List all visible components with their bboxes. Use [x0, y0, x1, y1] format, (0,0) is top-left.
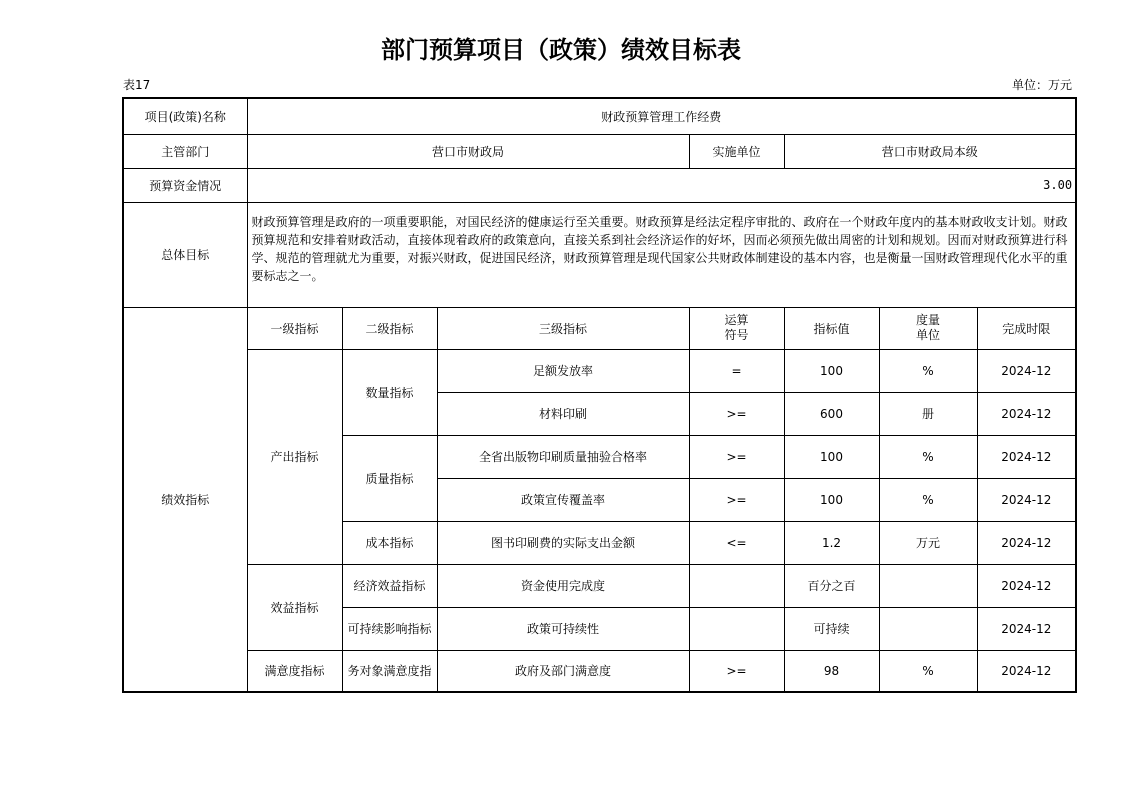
row-l3: 政策宣传覆盖率 — [437, 478, 689, 521]
sub-quality: 质量指标 — [342, 435, 437, 521]
row-op: >= — [689, 478, 784, 521]
row-deadline: 2024-12 — [977, 478, 1076, 521]
impl-unit-value: 营口市财政局本级 — [784, 134, 1076, 168]
row-op: >= — [689, 650, 784, 692]
sub-quantity: 数量指标 — [342, 349, 437, 435]
header-level3: 三级指标 — [437, 307, 689, 349]
header-level2: 二级指标 — [342, 307, 437, 349]
group-benefit: 效益指标 — [247, 564, 342, 650]
sub-sustain: 可持续影响指标 — [342, 607, 437, 650]
row-l3: 政策可持续性 — [437, 607, 689, 650]
performance-target-table — [122, 97, 1077, 693]
row-unit: % — [879, 435, 977, 478]
impl-unit-label: 实施单位 — [689, 134, 784, 168]
row-val: 100 — [784, 435, 879, 478]
row-unit: % — [879, 650, 977, 692]
group-output: 产出指标 — [247, 349, 342, 564]
row-unit — [879, 564, 977, 607]
row-l3: 全省出版物印刷质量抽验合格率 — [437, 435, 689, 478]
unit-label: 单位：万元 — [1011, 78, 1072, 92]
sub-service: 务对象满意度指 — [342, 650, 437, 692]
perf-label: 绩效指标 — [123, 307, 247, 692]
row-l3: 资金使用完成度 — [437, 564, 689, 607]
row-val: 可持续 — [784, 607, 879, 650]
header-unit: 度量 单位 — [879, 307, 977, 349]
row-deadline: 2024-12 — [977, 521, 1076, 564]
row-l3: 足额发放率 — [437, 349, 689, 392]
row-op: >= — [689, 392, 784, 435]
row-op: <= — [689, 521, 784, 564]
row-val: 1.2 — [784, 521, 879, 564]
sub-cost: 成本指标 — [342, 521, 437, 564]
dept-label: 主管部门 — [123, 134, 247, 168]
row-l3: 材料印刷 — [437, 392, 689, 435]
project-name-label: 项目(政策)名称 — [123, 98, 247, 134]
dept-value: 营口市财政局 — [247, 134, 689, 168]
row-unit — [879, 607, 977, 650]
funds-label: 预算资金情况 — [123, 168, 247, 202]
row-deadline: 2024-12 — [977, 607, 1076, 650]
sub-economic: 经济效益指标 — [342, 564, 437, 607]
row-op: >= — [689, 435, 784, 478]
table-number: 表17 — [123, 78, 151, 92]
header-deadline: 完成时限 — [977, 307, 1076, 349]
row-l3: 图书印刷费的实际支出金额 — [437, 521, 689, 564]
goal-text: 财政预算管理是政府的一项重要职能，对国民经济的健康运行至关重要。财政预算是经法定程序审批的、政府在一个财政年度内的基本财政收支计划。财政预算规范和安排着财政活动，直接体现着政府的政策意向，直接关系到社会经济运作的好坏，因而必须预先做出周密的计划和规划。因而对财政预算进行科学、规范的管理就尤为重要，对振兴财政，促进国民经济，财政预算管理是现代国家公共财政体制建设的基本内容，也是衡量一国财政管理现代化水平的重要标志之一。 — [247, 202, 1076, 307]
group-satisfaction: 满意度指标 — [247, 650, 342, 692]
project-name-value: 财政预算管理工作经费 — [247, 98, 1076, 134]
row-op — [689, 564, 784, 607]
goal-label: 总体目标 — [123, 202, 247, 307]
row-l3: 政府及部门满意度 — [437, 650, 689, 692]
row-unit: 册 — [879, 392, 977, 435]
row-op — [689, 607, 784, 650]
row-unit: % — [879, 478, 977, 521]
header-level1: 一级指标 — [247, 307, 342, 349]
row-deadline: 2024-12 — [977, 435, 1076, 478]
row-op: = — [689, 349, 784, 392]
header-operator: 运算 符号 — [689, 307, 784, 349]
row-deadline: 2024-12 — [977, 349, 1076, 392]
row-val: 百分之百 — [784, 564, 879, 607]
row-val: 98 — [784, 650, 879, 692]
row-val: 100 — [784, 349, 879, 392]
header-value: 指标值 — [784, 307, 879, 349]
row-unit: 万元 — [879, 521, 977, 564]
funds-value: 3.00 — [247, 168, 1076, 202]
row-val: 100 — [784, 478, 879, 521]
row-deadline: 2024-12 — [977, 564, 1076, 607]
row-deadline: 2024-12 — [977, 392, 1076, 435]
page-title: 部门预算项目（政策）绩效目标表 — [381, 35, 741, 64]
row-val: 600 — [784, 392, 879, 435]
row-deadline: 2024-12 — [977, 650, 1076, 692]
row-unit: % — [879, 349, 977, 392]
